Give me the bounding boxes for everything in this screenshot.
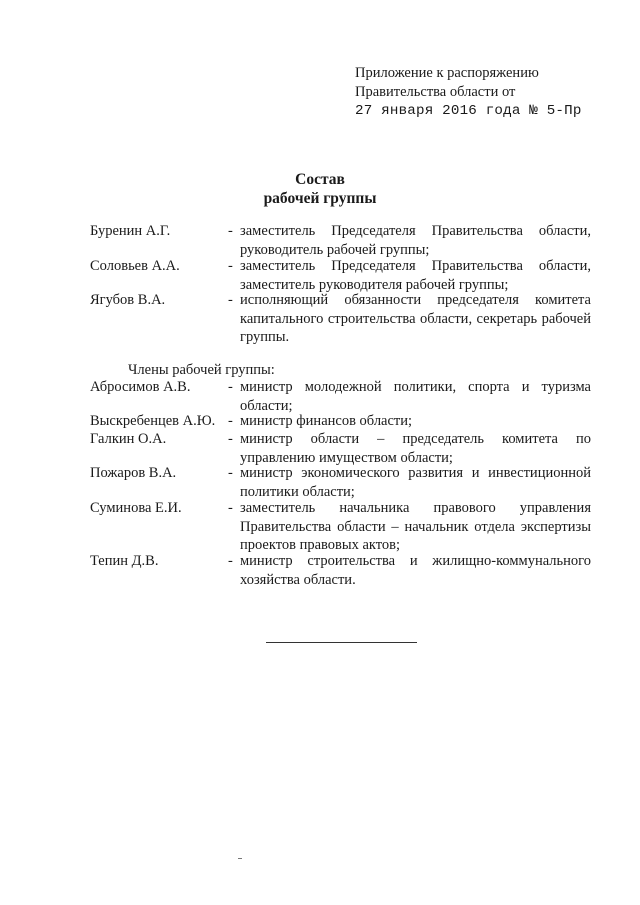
- document-title: [0, 170, 640, 208]
- person-position: министр молодежной политики, спорта и туризма области;: [240, 379, 591, 414]
- dash-separator: -: [228, 553, 233, 569]
- person-name: Галкин О.А.: [90, 431, 167, 447]
- person-name: Пожаров В.А.: [90, 465, 177, 481]
- person-name: Абросимов А.В.: [90, 379, 191, 395]
- dash-separator: -: [228, 223, 233, 239]
- person-position: заместитель начальника правового управления Правительства области – начальник отдела экспертизы проектов правовых актов;: [240, 500, 591, 553]
- person-position: исполняющий обязанности председателя комитета капитального строительства области, секретарь рабочей группы.: [240, 292, 591, 345]
- dash-separator: -: [228, 500, 233, 516]
- person-name: Соловьев А.А.: [90, 258, 180, 274]
- person-position: заместитель Председателя Правительства области, заместитель руководителя рабочей группы;: [240, 258, 591, 293]
- person-position: заместитель Председателя Правительства области, руководитель рабочей группы;: [240, 223, 591, 258]
- person-position: министр области – председатель комитета по управлению имуществом области;: [240, 431, 591, 466]
- scan-speck: [238, 858, 242, 859]
- dash-separator: -: [228, 431, 233, 447]
- dash-separator: -: [228, 292, 233, 308]
- appendix-line-2: Правительства области от: [355, 84, 516, 100]
- dash-separator: -: [228, 258, 233, 274]
- dash-separator: -: [228, 413, 233, 429]
- person-position: министр строительства и жилищно-коммунального хозяйства области.: [240, 553, 591, 588]
- closing-divider: [266, 642, 417, 643]
- appendix-block: [355, 64, 582, 121]
- person-position: министр экономического развития и инвестиционной политики области;: [240, 465, 591, 500]
- members-heading: Члены рабочей группы:: [128, 362, 275, 378]
- dash-separator: -: [228, 379, 233, 395]
- person-name: Буренин А.Г.: [90, 223, 171, 239]
- person-name: Суминова Е.И.: [90, 500, 182, 516]
- person-position: министр финансов области;: [240, 413, 413, 429]
- person-name: Ягубов В.А.: [90, 292, 166, 308]
- dash-separator: -: [228, 465, 233, 481]
- appendix-line-1: Приложение к распоряжению: [355, 65, 539, 81]
- title-line-1: Состав: [295, 171, 345, 188]
- appendix-date-line: 27 января 2016 года № 5-Пр: [355, 103, 582, 119]
- person-name: Выскребенцев А.Ю.: [90, 413, 216, 429]
- title-line-2: рабочей группы: [263, 190, 377, 207]
- person-name: Тепин Д.В.: [90, 553, 159, 569]
